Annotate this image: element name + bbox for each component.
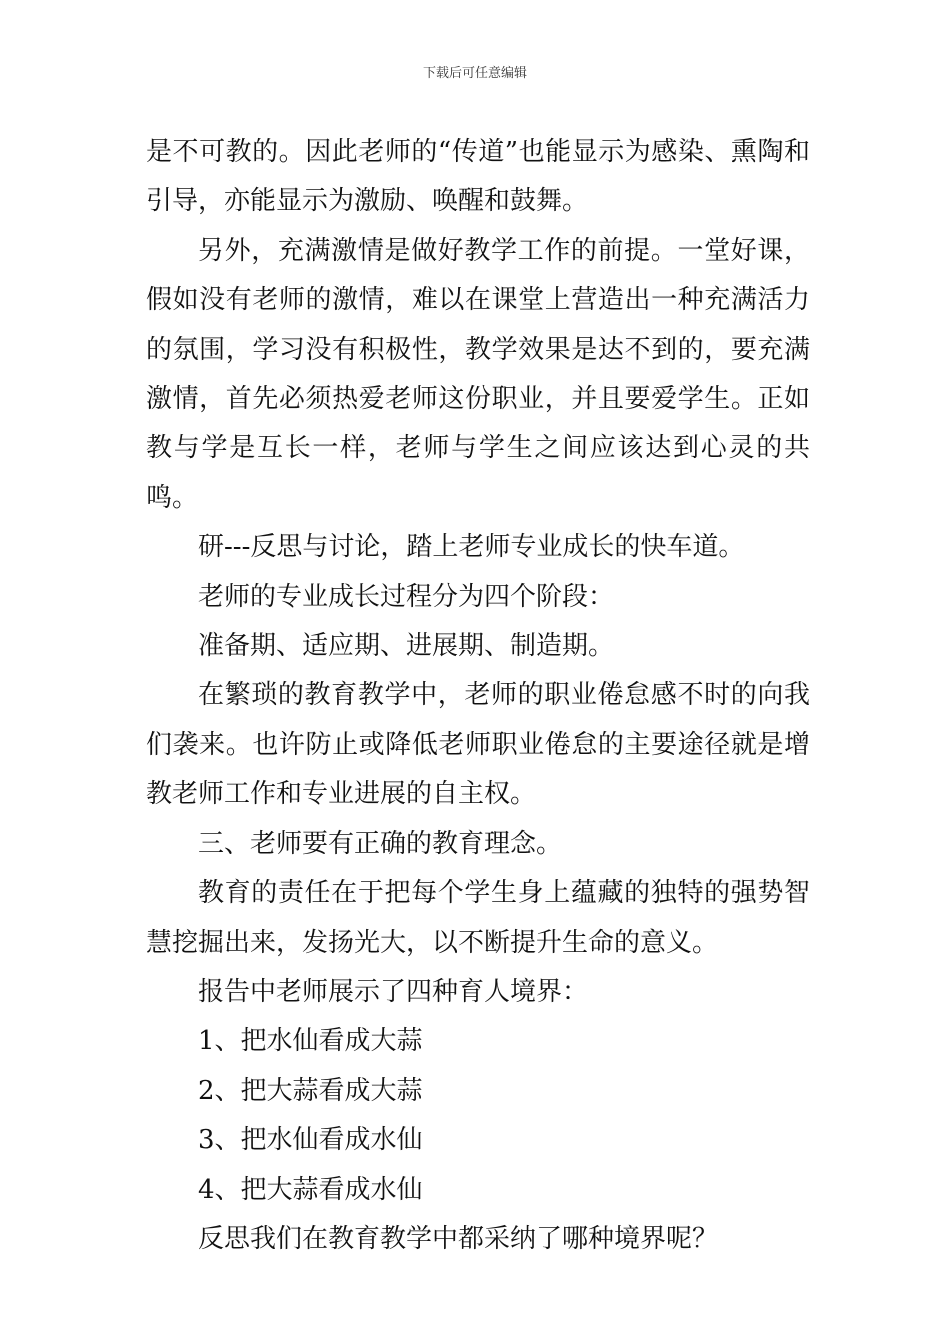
paragraph: 报告中老师展示了四种育人境界：: [198, 976, 589, 1007]
paragraph: 研---反思与讨论，踏上老师专业成长的快车道。: [198, 532, 745, 563]
paragraph: 在繁琐的教育教学中，老师的职业倦怠感不时的向我们袭来。也许防止或降低老师职业倦怠的主要途径就是增教老师工作和专业进展的自主权。: [146, 680, 810, 810]
paragraph: 反思我们在教育教学中都采纳了哪种境界呢？: [198, 1223, 719, 1254]
list-item: 3、把水仙看成水仙: [198, 1125, 423, 1156]
document-body: [146, 128, 810, 1264]
paragraph: 另外，充满激情是做好教学工作的前提。一堂好课，假如没有老师的激情，难以在课堂上营造出一种充满活力的氛围，学习没有积极性，教学效果是达不到的，要充满激情，首先必须热爱老师这份职业，并且要爱学生。正如教与学是互长一样，老师与学生之间应该达到心灵的共鸣。: [146, 235, 810, 513]
page-header: 下载后可任意编辑: [422, 66, 527, 81]
list-item: 2、把大蒜看成大蒜: [198, 1075, 423, 1106]
paragraph: 是不可教的。因此老师的“传道”也能显示为感染、熏陶和引导，亦能显示为激励、唤醒和鼓舞。: [146, 137, 810, 217]
paragraph: 准备期、适应期、进展期、制造期。: [198, 631, 615, 662]
paragraph: 老师的专业成长过程分为四个阶段：: [198, 581, 615, 612]
section-heading: 三、老师要有正确的教育理念。: [198, 828, 563, 859]
paragraph: 教育的责任在于把每个学生身上蕴藏的独特的强势智慧挖掘出来，发扬光大，以不断提升生命的意义。: [146, 878, 810, 958]
list-item: 4、把大蒜看成水仙: [198, 1174, 423, 1205]
list-item: 1、把水仙看成大蒜: [198, 1026, 423, 1057]
